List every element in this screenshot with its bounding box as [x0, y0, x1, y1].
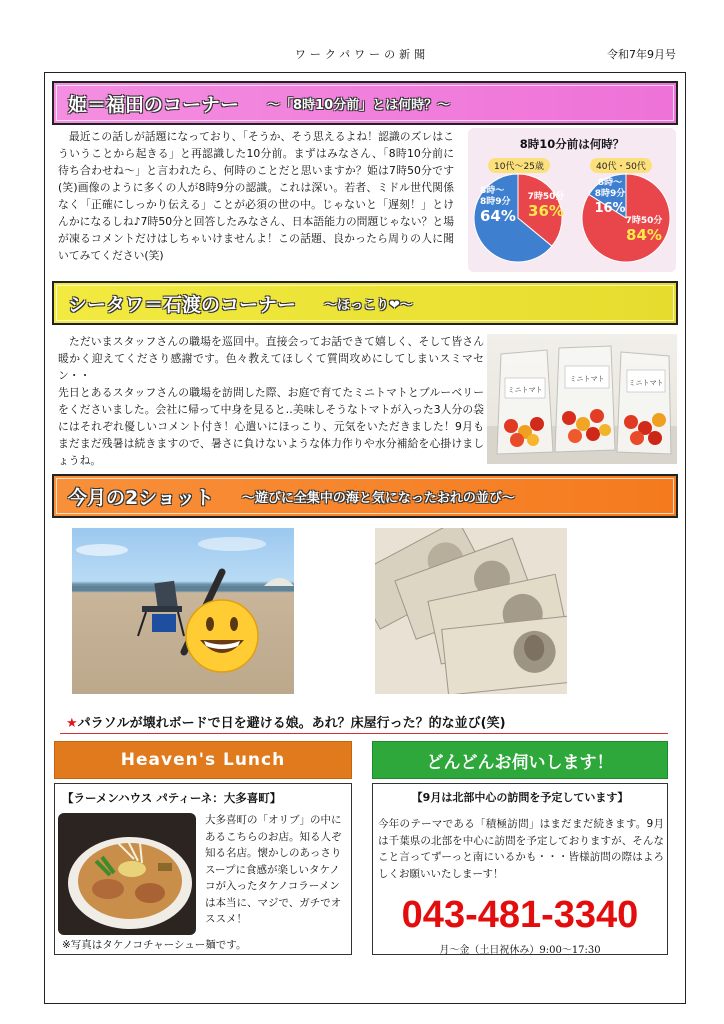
- lunch-shop-name: 【ラーメンハウス パティーネ：大多喜町】: [62, 791, 282, 805]
- chart-title: 8時10分前は何時？: [519, 137, 625, 151]
- beach-photo: [72, 528, 294, 694]
- section3-title: 今月の2ショット: [68, 486, 214, 509]
- section2-banner: [52, 281, 678, 325]
- pie2-label-a-text: 8時～ 8時9分: [594, 178, 626, 199]
- lunch-body: 大多喜町の「オリブ」の中にあるこちらのお店。知る人ぞ知る名店。懐かしのあっさりスープに食感が楽しいタケノコが入ったタケノコラーメンは本当に、マジで、ガチでオススメ！: [205, 814, 342, 925]
- visit-heading: 【9月は北部中心の訪問を予定しています】: [411, 791, 629, 804]
- section1-body: 最近この話しが話題になっており、「そうか、そう思えるよね！認識のズレはこういうことから起きる」と再認識した10分前。まずはみなさん、「8時10分前に待ち合わせね～」と言われたら、何時のことだと思いますか？姫は7時50分です(笑)画像のように多くの人が8時9分の認識。これは深い。若者、ミドル世代関係なく「正確にしっかり伝える」ことが必須の世の中。じゃないと「遅刻！」とけんかになるしね♪7時50分と回答したみなさん、日本語能力の問題じゃない？と場が凍るコメントだけはしちゃいけませんよ！この話題、良かったら周りの人に聞いてみてください(笑): [58, 130, 454, 262]
- yen-bills-photo: [375, 528, 567, 694]
- tomato-bags-illustration: [487, 334, 677, 464]
- phone-number[interactable]: 043-481-3340: [401, 894, 639, 936]
- pie1-label-b: [522, 192, 570, 220]
- beach-illustration: [72, 528, 294, 694]
- tomato-bags-photo: [487, 334, 677, 464]
- lunch-note: ※写真はタケノコチャーシュー麺です。: [62, 939, 247, 951]
- issue-date: 令和7年9月号: [607, 48, 676, 61]
- section2-subtitle: ～ほっこり❤～: [324, 297, 413, 313]
- visit-body: 今年のテーマである「積極訪問」はまだまだ続きます。9月は千葉県の北部を中心に訪問を予定しておりますが、そんなこと言ってずーっと南にいるかも・・・皆様訪問の際はよろしくお願いいたしまーす！: [378, 818, 664, 880]
- business-hours: 月～金（土日祝休み）9:00～17:30: [439, 945, 601, 956]
- pie1-label-a-text: 8時～ 8時9分: [480, 186, 511, 207]
- newsletter-title: ワークパワーの新聞: [294, 48, 430, 61]
- pie1-pct-b: 36%: [528, 202, 564, 220]
- bag1-label: ミニトマト: [507, 386, 543, 394]
- yen-bills-illustration: [375, 528, 567, 694]
- pie2-pct-b: 84%: [626, 226, 662, 244]
- section3-banner: [52, 474, 678, 518]
- pie1-pct-a: 64%: [480, 207, 516, 225]
- pie-group-label-1: 10代～25歳: [488, 158, 550, 173]
- section1-title: 姫＝福田のコーナー: [68, 93, 240, 116]
- pie-chart-panel: [468, 128, 676, 272]
- pie2-label-a: [590, 178, 630, 217]
- visit-banner: どんどんお伺いします！: [372, 741, 668, 779]
- section3-subtitle: ～遊びに全集中の海と気になったおれの並び～: [241, 490, 515, 506]
- pie2-label-b: [618, 216, 670, 244]
- ramen-illustration: [58, 813, 196, 935]
- bag3-label: ミニトマト: [628, 379, 664, 387]
- pie2-pct-a: 16%: [594, 201, 626, 216]
- caption-underline: [60, 733, 668, 734]
- section2-body: ただいまスタッフさんの職場を巡回中。直接会ってお話できて嬉しく、そして皆さん暖かく迎えてくださり感謝です。色々教えてほしくて質問攻めにしてしまいスミマセン・・ 先日とあるスタッフさんの職場を訪問した際、お庭で育てたミニトマトとブルーベリーをくださいました。会社に帰って中身を見ると‥美味しそうなトマトが入った3人分の袋にはそれぞれ優しいコメント付き！心遣いにほっこり、元気をいただきました！9月もまだまだ残暑は続きますので、暑さに負けないような体力作りや水分補給を心掛けましょうね。: [58, 335, 484, 467]
- photo-caption-text: パラソルが壊れボードで日を避ける娘。あれ？床屋行った？的な並び(笑): [77, 716, 506, 731]
- section1-subtitle: ～「8時10分前」とは何時？～: [267, 97, 451, 113]
- star-icon: ★: [66, 716, 78, 731]
- bag2-label: ミニトマト: [569, 375, 605, 383]
- pie-group-label-2: 40代・50代: [590, 158, 652, 173]
- pie1-label-a: [480, 186, 520, 225]
- section2-title: シータワ＝石渡のコーナー: [68, 293, 297, 316]
- ramen-photo: [58, 813, 196, 935]
- pie2-label-b-text: 7時50分: [625, 216, 663, 226]
- section1-banner: [52, 81, 678, 125]
- photo-caption: [66, 712, 506, 731]
- lunch-banner: Heaven's Lunch: [54, 741, 352, 779]
- pie1-label-b-text: 7時50分: [527, 192, 565, 202]
